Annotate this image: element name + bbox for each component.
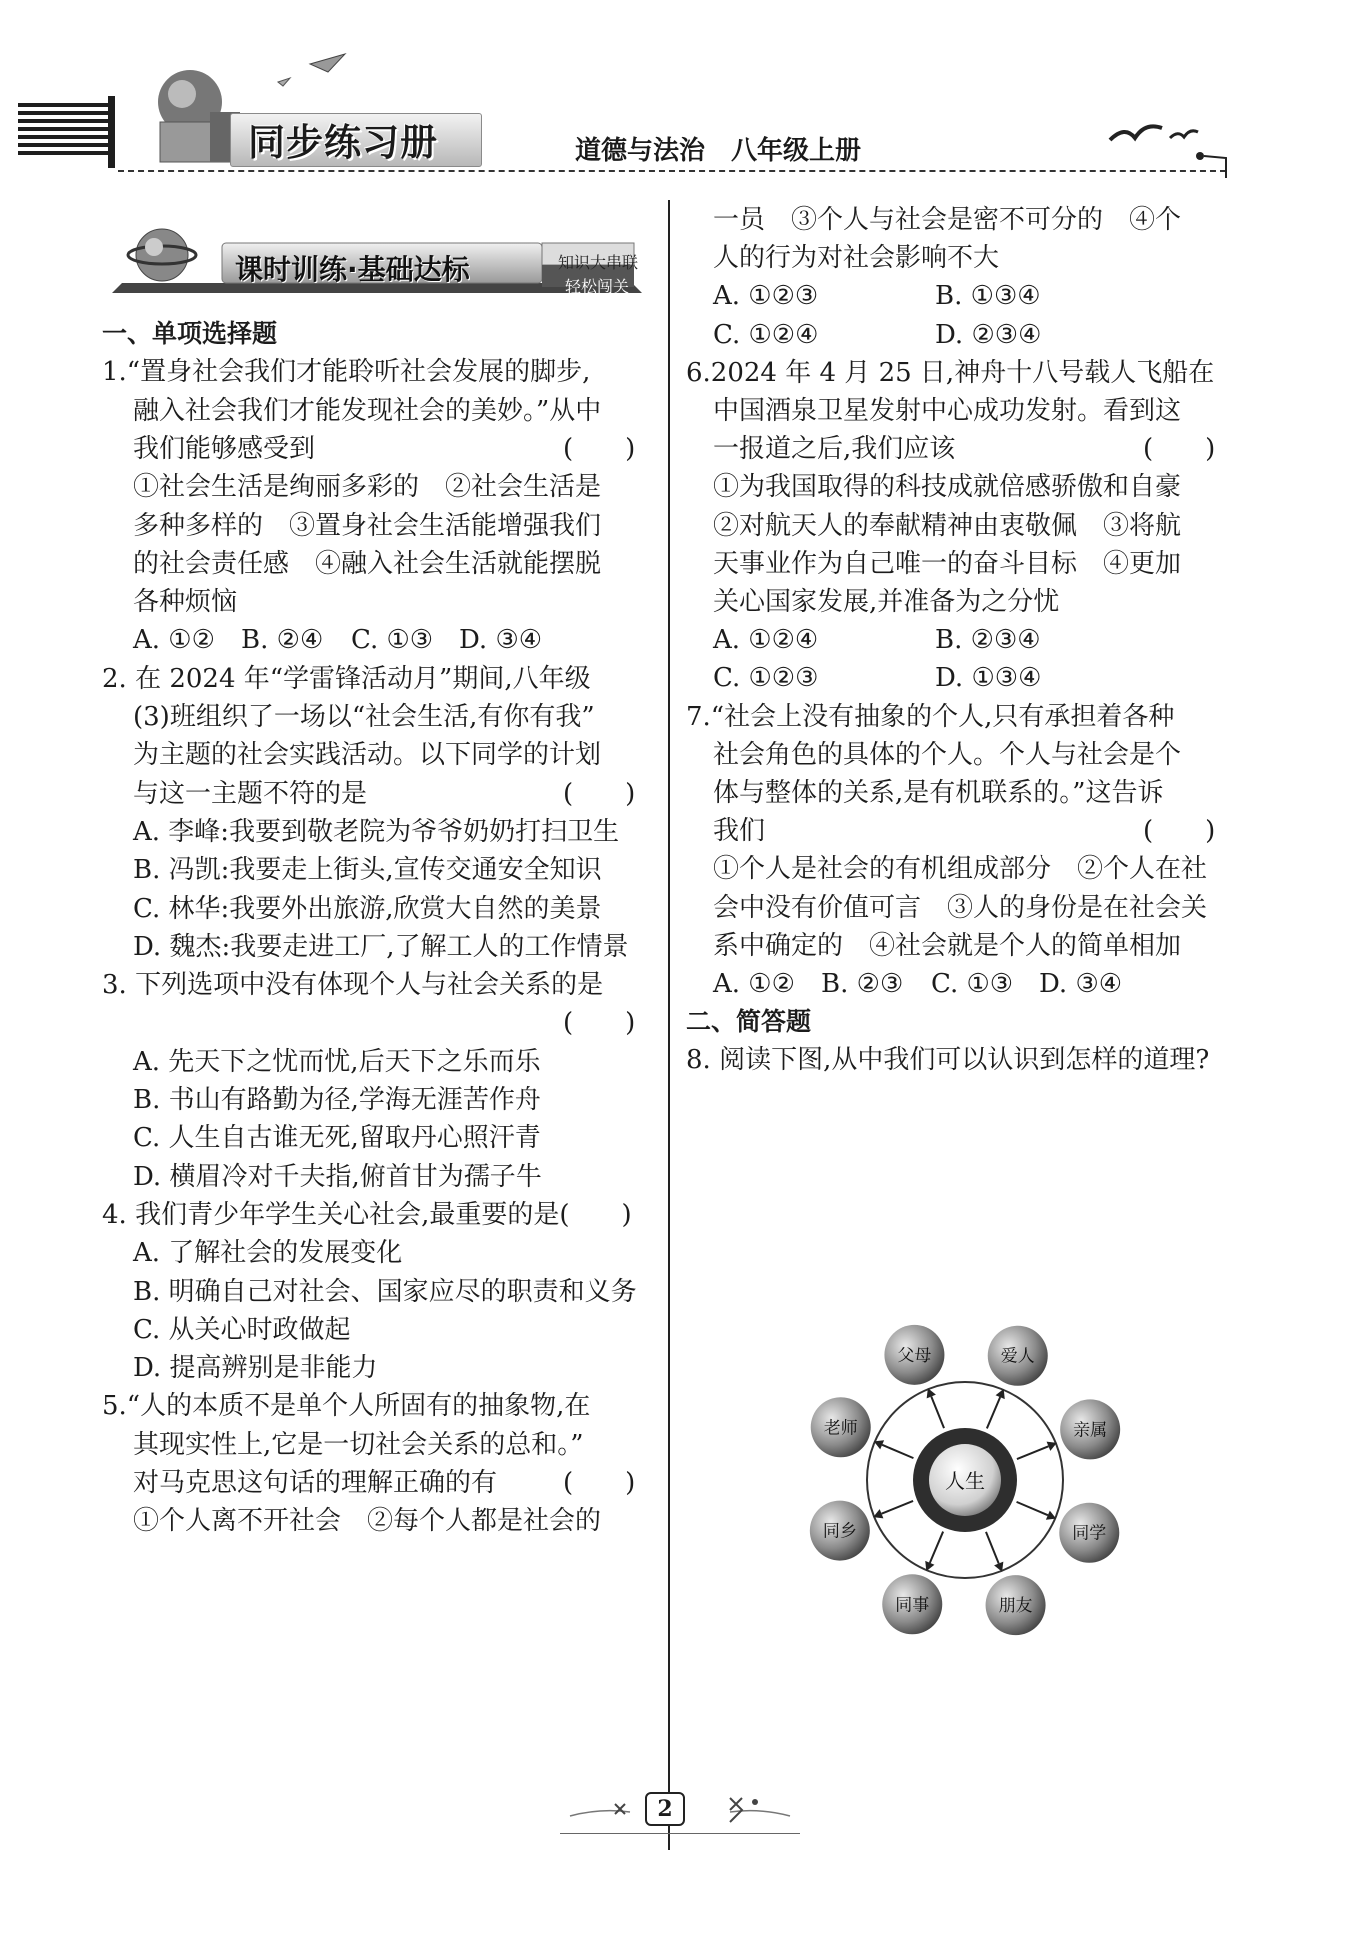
question-text-line: 我们能够感受到: [133, 433, 316, 464]
answer-option: A. ①②④: [713, 625, 819, 656]
subject-grade: 道德与法治 八年级上册: [575, 136, 862, 166]
question-text-line: 社会角色的具体的个人。个人与社会是个: [713, 739, 1182, 770]
question-text-line: 系中确定的 ④社会就是个人的简单相加: [713, 930, 1182, 961]
diagram-node-label: 同事: [895, 1595, 930, 1616]
question-text-line: 体与整体的关系,是有机联系的。”这告诉: [713, 778, 1164, 808]
question-text-line: (3)班组织了一场以“社会生活,有你有我”: [133, 702, 595, 732]
answer-blank: ( ): [563, 1008, 636, 1039]
answer-blank: ( ): [1143, 816, 1216, 847]
answer-option: B. ①③④: [935, 281, 1041, 312]
diagram-node-label: 亲属: [1073, 1420, 1108, 1441]
question-text-line: A. 先天下之忧而忧,后天下之乐而乐: [133, 1046, 541, 1077]
answer-option: D. ②③④: [935, 319, 1042, 350]
question-text-line: 对马克思这句话的理解正确的有: [133, 1468, 498, 1498]
question-text-line: ①为我国取得的科技成就倍感骄傲和自豪: [713, 472, 1182, 503]
diagram-node-label: 老师: [823, 1418, 858, 1439]
question-text-line: 会中没有价值可言 ③人的身份是在社会关: [713, 892, 1208, 923]
question-text-line: C. 林华:我要外出旅游,欣赏大自然的美景: [133, 893, 602, 924]
question-text-line: 一报道之后,我们应该: [713, 434, 956, 465]
question-text-line: 融入社会我们才能发现社会的美妙。”从中: [133, 395, 602, 426]
question-text-line: C. 从关心时政做起: [133, 1314, 351, 1345]
book-title: 同步练习册: [248, 121, 438, 164]
answer-blank: ( ): [1143, 434, 1216, 465]
diagram-node-label: 爱人: [1000, 1346, 1035, 1367]
answer-option: A. ①②: [133, 625, 215, 656]
answer-option: B. ②③: [821, 969, 904, 999]
question-text-line: ①个人离不开社会 ②每个人都是社会的: [133, 1506, 602, 1537]
section-heading: 一、单项选择题: [102, 319, 278, 348]
question-text-line: 人的行为对社会影响不大: [713, 243, 1000, 274]
question-text-line: 多种多样的 ③置身社会生活能增强我们: [133, 510, 602, 541]
answer-option: D. ③④: [459, 625, 543, 656]
question-text-line: 各种烦恼: [133, 587, 238, 618]
question-text-line: 与这一主题不符的是: [133, 778, 368, 809]
answer-option: A. ①②③: [713, 281, 819, 312]
answer-option: A. ①②: [713, 969, 795, 999]
diagram-node-label: 同学: [1072, 1523, 1107, 1544]
question-text-line: ②对航天人的奉献精神由衷敬佩 ③将航: [713, 510, 1182, 541]
question-text-line: 7.“社会上没有抽象的个人,只有承担着各种: [686, 701, 1175, 732]
answer-option: C. ①②③: [713, 663, 819, 694]
section-heading: 二、简答题: [686, 1007, 812, 1037]
question-text-line: 4. 我们青少年学生关心社会,最重要的是( ): [102, 1199, 632, 1230]
question-text-line: 一员 ③个人与社会是密不可分的 ④个: [713, 205, 1182, 235]
question-text-line: 1.“置身社会我们才能聆听社会发展的脚步,: [102, 357, 591, 388]
question-text-line: A. 了解社会的发展变化: [133, 1238, 403, 1269]
question-text-line: 5.“人的本质不是单个人所固有的抽象物,在: [102, 1391, 591, 1422]
question-text-line: 6.2024 年 4 月 25 日,神舟十八号载人飞船在: [686, 357, 1215, 388]
question-text-line: 天事业作为自己唯一的奋斗目标 ④更加: [713, 548, 1182, 579]
question-text-line: D. 魏杰:我要走进工厂,了解工人的工作情景: [133, 931, 629, 962]
header-stripes: [18, 103, 114, 163]
column-divider: [668, 200, 670, 1850]
answer-option: B. ②③④: [935, 625, 1041, 656]
question-text-line: 为主题的社会实践活动。以下同学的计划: [133, 740, 602, 771]
footer-line: [560, 1833, 800, 1834]
question-text-line: ①社会生活是绚丽多彩的 ②社会生活是: [133, 472, 602, 503]
question-text-line: 的社会责任感 ④融入社会生活就能摆脱: [133, 548, 602, 579]
question-text-line: A. 李峰:我要到敬老院为爷爷奶奶打扫卫生: [133, 816, 620, 847]
question-text-line: 其现实性上,它是一切社会关系的总和。”: [133, 1429, 584, 1460]
question-text-line: D. 提高辨别是非能力: [133, 1353, 378, 1384]
question-text-line: B. 书山有路勤为径,学海无涯苦作舟: [133, 1085, 541, 1115]
question-text-line: D. 横眉冷对千夫指,俯首甘为孺子牛: [133, 1161, 542, 1192]
header-dashed-line: [118, 170, 1226, 172]
section-tag-top: 知识大串联: [558, 253, 639, 272]
question-text-line: 关心国家发展,并准备为之分忧: [713, 587, 1060, 617]
answer-option: B. ②④: [241, 625, 324, 656]
diagram-node-label: 同乡: [822, 1521, 857, 1542]
answer-option: C. ①②④: [713, 319, 819, 350]
question-text-line: 3. 下列选项中没有体现个人与社会关系的是: [102, 970, 604, 1001]
question-text-line: B. 明确自己对社会、国家应尽的职责和义务: [133, 1276, 637, 1307]
center-label: 人生: [945, 1469, 985, 1493]
answer-option: C. ①③: [351, 625, 434, 656]
header-bar: [108, 96, 115, 168]
question-text-line: ①个人是社会的有机组成部分 ②个人在社: [713, 854, 1208, 885]
question-text-line: 8. 阅读下图,从中我们可以认识到怎样的道理?: [686, 1045, 1210, 1076]
diagram-node-label: 朋友: [998, 1596, 1033, 1617]
question-text-line: 中国酒泉卫星发射中心成功发射。看到这: [713, 396, 1182, 426]
relationship-diagram: [795, 1310, 1135, 1650]
section-tag-bottom: 轻松闯关: [565, 277, 630, 296]
page-number: 2: [645, 1792, 685, 1826]
answer-option: C. ①③: [931, 969, 1014, 999]
answer-blank: ( ): [563, 433, 636, 464]
answer-option: D. ③④: [1039, 969, 1123, 999]
birds-icon: [1100, 110, 1230, 180]
question-text-line: B. 冯凯:我要走上街头,宣传交通安全知识: [133, 855, 602, 886]
answer-blank: ( ): [563, 1468, 636, 1498]
diagram-node-label: 父母: [897, 1345, 932, 1366]
answer-option: D. ①③④: [935, 663, 1042, 694]
question-text-line: C. 人生自古谁无死,留取丹心照汗青: [133, 1123, 541, 1154]
question-text-line: 2. 在 2024 年“学雷锋活动月”期间,八年级: [102, 663, 591, 694]
section-title: 课时训练·基础达标: [235, 253, 470, 286]
question-text-line: 我们: [713, 816, 766, 847]
answer-blank: ( ): [563, 778, 636, 809]
